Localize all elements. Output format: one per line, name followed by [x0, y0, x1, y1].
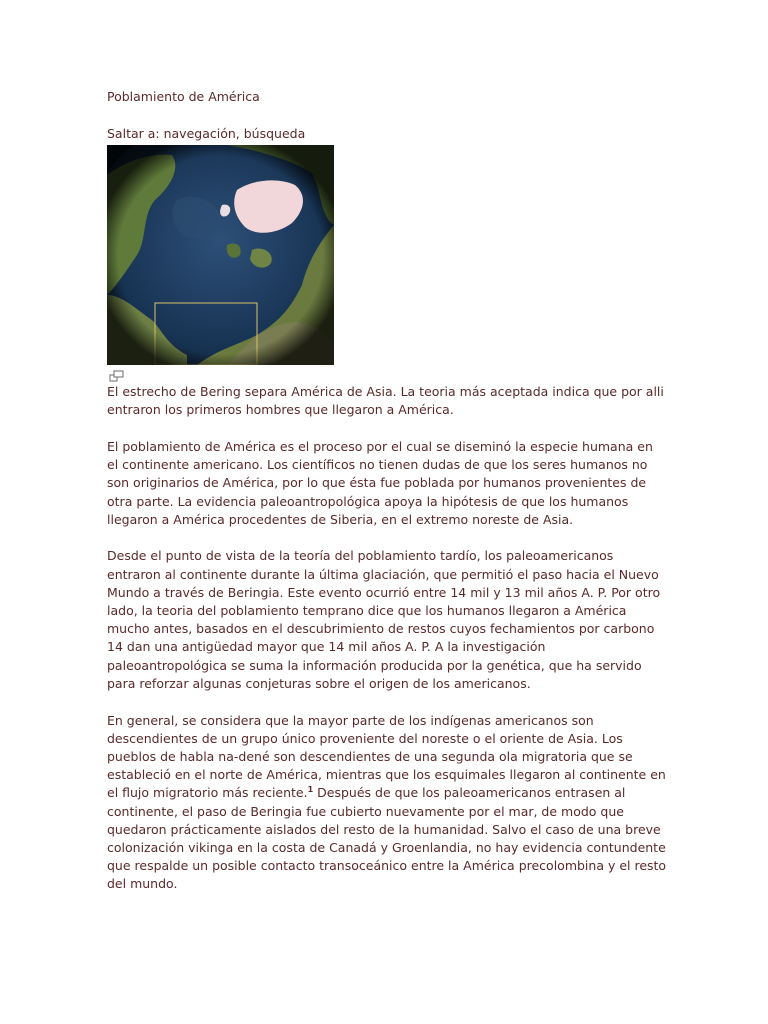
document-page [107, 88, 667, 912]
bering-strait-globe-image[interactable] [107, 145, 334, 365]
skip-links[interactable]: Saltar a: navegación, búsqueda [107, 126, 306, 141]
paragraph-3-part-1: En general, se considera que la mayor parte de los indígenas americanos son descendientes de un grupo único proveniente del noreste o el oriente de Asia. Los pueblos de habla na-dené son descendientes de una segunda ola migratoria que se estableció en el norte de América, mientras que los esquimales llegaron al continente en el flujo migratorio más reciente. [107, 712, 666, 801]
enlarge-icon[interactable] [109, 369, 125, 383]
paragraph-2: Desde el punto de vista de la teoría del poblamiento tardío, los paleoamericanos entraron al continente durante la última glaciación, que permitió el paso hacia el Nuevo Mundo a través de Beringia. Este evento ocurrió entre 14 mil y 13 mil años A. P. Por otro lado, la teoria del poblamiento temprano dice que los humanos llegaron a América mucho antes, basados en el descubrimiento de restos cuyos fechamientos por carbono 14 dan una antigüedad mayor que 14 mil años A. P. A la investigación paleoantropológica se suma la información producida por la genética, que ha servido para reforzar algunas conjeturas sobre el origen de los americanos. [107, 548, 661, 691]
paragraph-1: El poblamiento de América es el proceso por el cual se diseminó la especie humana en el continente americano. Los científicos no tienen dudas de que los seres humanos no son originarios de América, por lo que ésta fue poblada por humanos provenientes de otra parte. La evidencia paleoantropológica apoya la hipótesis de que los humanos llegaron a América procedentes de Siberia, en el extremo noreste de Asia. [107, 438, 653, 527]
footnote-link[interactable]: 1 [307, 785, 314, 795]
image-caption: El estrecho de Bering separa América de Asia. La teoria más aceptada indica que por alli entraron los primeros hombres que llegaron a América. [107, 384, 664, 418]
paragraph-3 [107, 712, 667, 894]
page-title: Poblamiento de América [107, 89, 260, 104]
paragraph-3-part-2: Después de que los paleoamericanos entrasen al continente, el paso de Beringia fue cubierto nuevamente por el mar, de modo que quedaron prácticamente aislados del resto de la humanidad. Salvo el caso de una breve colonización vikinga en la costa de Canadá y Groenlandia, no hay evidencia contundente que respalde un posible contacto transoceánico entre la América precolombina y el resto del mundo. [107, 785, 667, 892]
